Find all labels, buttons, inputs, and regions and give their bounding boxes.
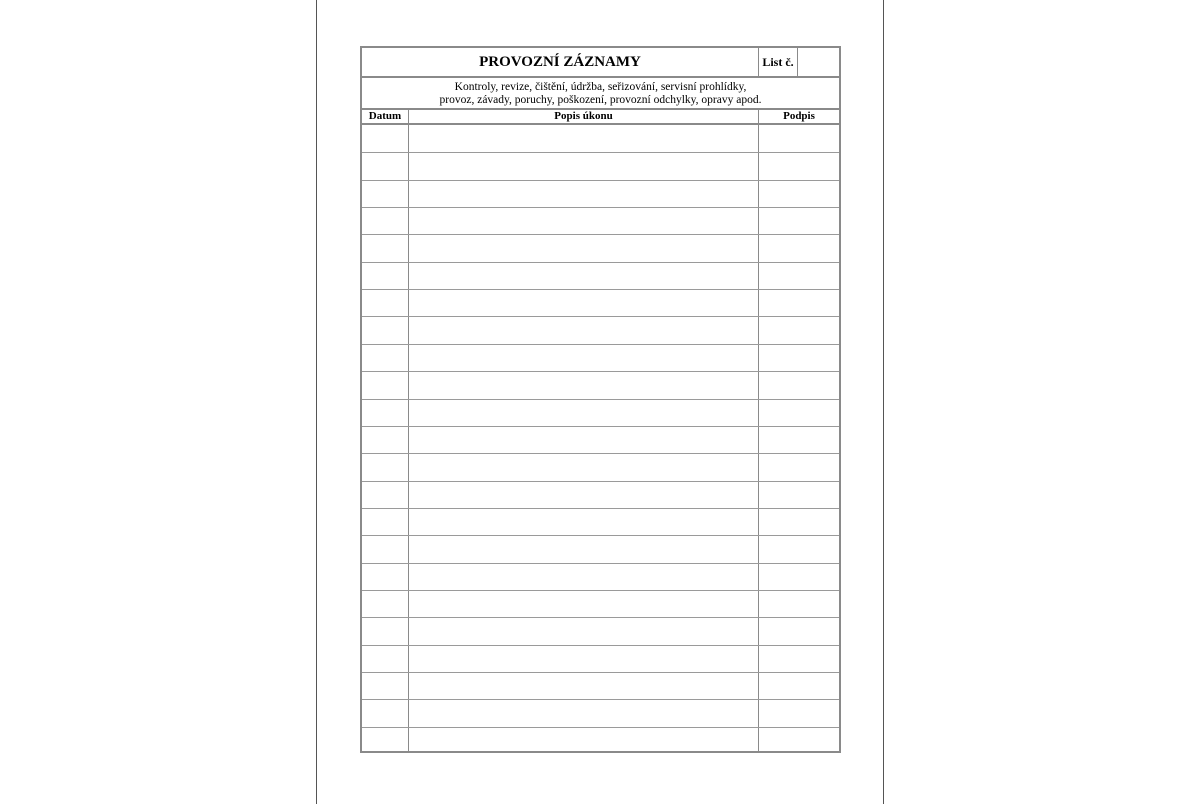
- sheet-number-field[interactable]: [798, 48, 839, 76]
- sheet-number-label: List č.: [759, 48, 798, 76]
- table-row-divider: [362, 645, 839, 646]
- table-row-divider: [362, 508, 839, 509]
- table-row-divider: [362, 672, 839, 673]
- operating-records-form: [360, 46, 841, 753]
- subtitle-line-1: Kontroly, revize, čištění, údržba, seřizování, servisní prohlídky,: [454, 81, 747, 93]
- table-row-divider: [362, 590, 839, 591]
- column-header-date: Datum: [362, 110, 408, 125]
- form-title: PROVOZNÍ ZÁZNAMY: [362, 48, 759, 76]
- table-row-divider: [362, 371, 839, 372]
- table-row-divider: [362, 727, 839, 728]
- table-row-divider: [362, 535, 839, 536]
- header-row: [362, 48, 839, 78]
- column-header-signature: Podpis: [759, 110, 839, 125]
- table-row-divider: [362, 344, 839, 345]
- records-table: [362, 125, 839, 751]
- table-row-divider: [362, 234, 839, 235]
- table-row-divider: [362, 207, 839, 208]
- table-row-divider: [362, 699, 839, 700]
- table-row-divider: [362, 426, 839, 427]
- table-row-divider: [362, 152, 839, 153]
- table-row-divider: [362, 453, 839, 454]
- table-row-divider: [362, 262, 839, 263]
- table-row-divider: [362, 289, 839, 290]
- table-row-divider: [362, 481, 839, 482]
- table-row-divider: [362, 316, 839, 317]
- table-row-divider: [362, 617, 839, 618]
- subtitle-line-2: provoz, závady, poruchy, poškození, provozní odchylky, opravy apod.: [439, 94, 762, 106]
- column-header-description: Popis úkonu: [409, 110, 758, 125]
- table-row-divider: [362, 180, 839, 181]
- form-subtitle: [362, 78, 839, 110]
- table-row-divider: [362, 563, 839, 564]
- table-row-divider: [362, 399, 839, 400]
